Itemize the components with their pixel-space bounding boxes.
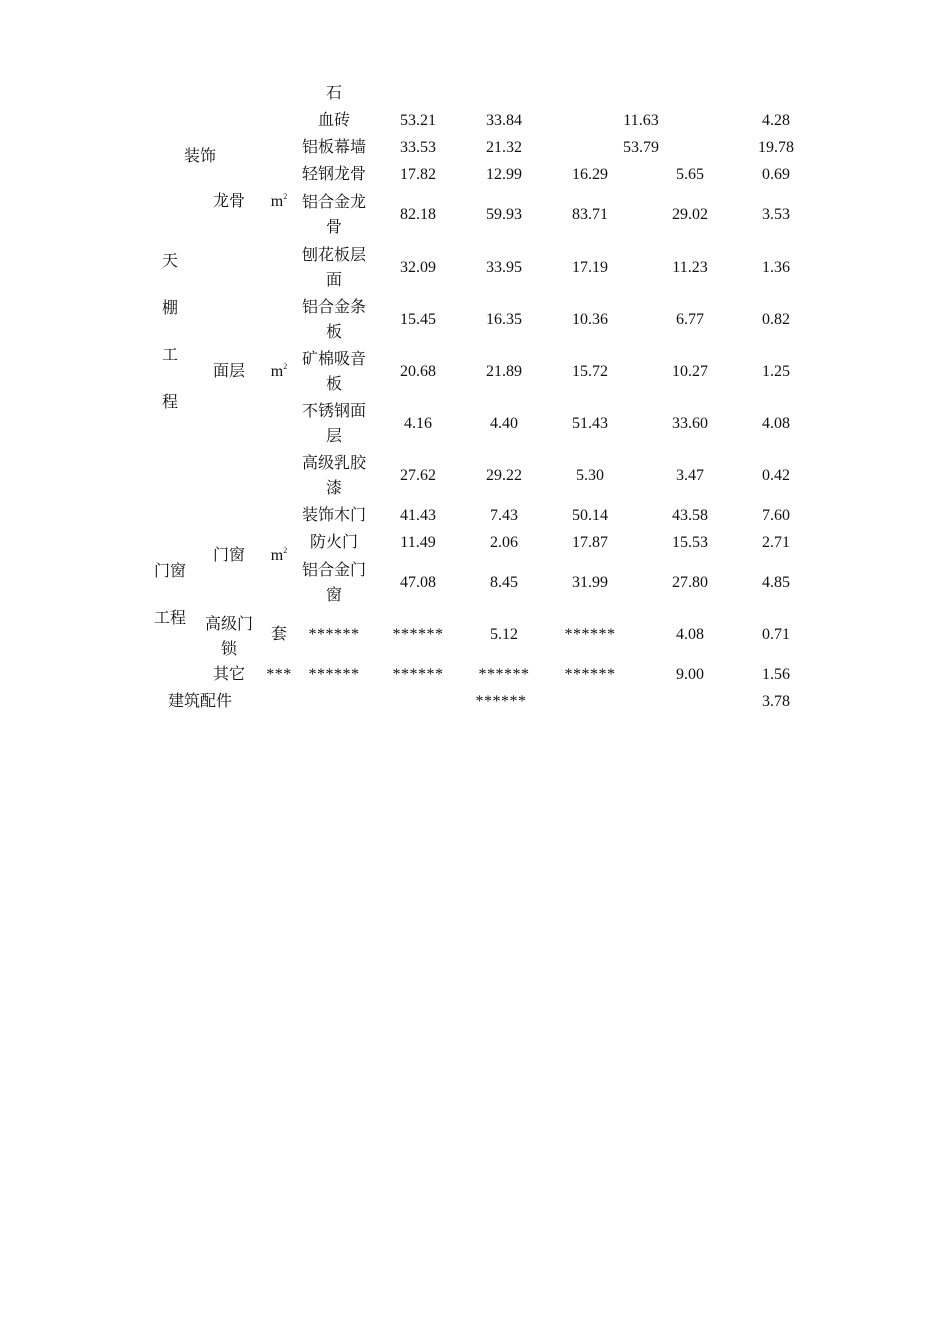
label-zhuangshi: 装饰 [183, 148, 217, 165]
cell-v5: 0.42 [762, 467, 790, 484]
cell-v4: 4.08 [676, 626, 704, 643]
cell-v3b: 11.63 [623, 112, 659, 129]
cell-v2: 59.93 [486, 206, 522, 223]
cell-v3: 15.72 [572, 363, 608, 380]
cell-v2: 5.12 [490, 626, 518, 643]
row-name: 石 [325, 85, 343, 102]
cell-v2: ****** [478, 666, 530, 683]
row-name: 铝合金条板 [301, 299, 366, 341]
label-gong: 工 [161, 347, 179, 364]
label-gaoji-mensuo: 高级门锁 [204, 616, 253, 658]
cell-v5: 0.71 [762, 626, 790, 643]
cell-v3: 31.99 [572, 574, 608, 591]
cell-v2: 21.32 [486, 139, 522, 156]
cell-v1: ****** [392, 626, 444, 643]
cell-v5: 3.53 [762, 206, 790, 223]
cell-v4: 9.00 [676, 666, 704, 683]
label-peng: 棚 [161, 300, 179, 317]
row-name: 防火门 [309, 534, 359, 551]
cell-v3: ****** [564, 666, 616, 683]
cell-v3: 83.71 [572, 206, 608, 223]
row-name: 刨花板层面 [301, 247, 366, 289]
row-name: ****** [308, 666, 360, 683]
cell-v2: 12.99 [486, 166, 522, 183]
cell-v4: 11.23 [672, 259, 708, 276]
unit-stars: *** [266, 666, 292, 683]
label-qita: 其它 [212, 666, 246, 683]
cell-v2: 7.43 [490, 507, 518, 524]
cell-v1: 15.45 [400, 311, 436, 328]
cell-v1: 27.62 [400, 467, 436, 484]
cell-v5: 0.69 [762, 166, 790, 183]
row-name: 矿棉吸音板 [301, 351, 366, 393]
cell-v2: 16.35 [486, 311, 522, 328]
cell-v1: 41.43 [400, 507, 436, 524]
cell-v5: 3.78 [762, 693, 790, 710]
cell-v3b: 53.79 [623, 139, 659, 156]
cell-v5: 4.85 [762, 574, 790, 591]
cell-v4: 27.80 [672, 574, 708, 591]
row-name: 铝合金门窗 [301, 562, 366, 604]
label-tian: 天 [161, 253, 179, 270]
cell-v5: 1.56 [762, 666, 790, 683]
row-name: ****** [308, 626, 360, 643]
cell-v4: 43.58 [672, 507, 708, 524]
label-jianzhu-peijian: 建筑配件 [167, 693, 233, 710]
row-name: 轻钢龙骨 [301, 166, 367, 183]
cell-v4: 10.27 [672, 363, 708, 380]
cell-v3: 51.43 [572, 415, 608, 432]
unit-m2-longgu: $m^2$ [270, 192, 288, 210]
row-name: 铝合金龙骨 [301, 194, 366, 236]
cell-v1: 17.82 [400, 166, 436, 183]
row-name: 高级乳胶漆 [301, 455, 366, 497]
label-menchuang-group: 门窗 [153, 563, 187, 580]
cell-v1: 32.09 [400, 259, 436, 276]
cell-v3: 17.19 [572, 259, 608, 276]
cell-v2: 2.06 [490, 534, 518, 551]
cell-v5: 1.36 [762, 259, 790, 276]
cell-v1: 47.08 [400, 574, 436, 591]
cell-v5: 0.82 [762, 311, 790, 328]
cell-v1: ****** [392, 666, 444, 683]
cell-v1: 20.68 [400, 363, 436, 380]
cell-v5: 4.28 [762, 112, 790, 129]
cell-v2: 21.89 [486, 363, 522, 380]
cell-v3: 16.29 [572, 166, 608, 183]
row-name: 不锈钢面层 [301, 403, 366, 445]
label-mianceng: 面层 [212, 363, 246, 380]
cell-v4: 6.77 [676, 311, 704, 328]
cell-v3: 5.30 [576, 467, 604, 484]
cell-v1: 33.53 [400, 139, 436, 156]
unit-tao: 套 [270, 626, 288, 643]
cell-v2: ****** [475, 693, 527, 710]
cell-v5: 1.25 [762, 363, 790, 380]
cell-v4: 29.02 [672, 206, 708, 223]
row-name: 血砖 [317, 112, 351, 129]
label-cheng: 程 [161, 394, 179, 411]
cell-v3: 50.14 [572, 507, 608, 524]
row-name: 装饰木门 [301, 507, 367, 524]
cell-v3: 10.36 [572, 311, 608, 328]
unit-m2-mianceng: $m^2$ [270, 362, 288, 380]
cell-v4: 3.47 [676, 467, 704, 484]
row-name: 铝板幕墙 [301, 139, 367, 156]
cell-v1: 4.16 [404, 415, 432, 432]
cell-v5: 19.78 [758, 139, 794, 156]
cell-v2: 33.95 [486, 259, 522, 276]
cell-v4: 33.60 [672, 415, 708, 432]
cell-v1: 82.18 [400, 206, 436, 223]
cell-v1: 11.49 [400, 534, 436, 551]
cell-v5: 2.71 [762, 534, 790, 551]
cell-v4: 5.65 [676, 166, 704, 183]
label-gongcheng: 工程 [153, 610, 187, 627]
cell-v3: 17.87 [572, 534, 608, 551]
cell-v2: 8.45 [490, 574, 518, 591]
cell-v4: 15.53 [672, 534, 708, 551]
cell-v3: ****** [564, 626, 616, 643]
cell-v2: 4.40 [490, 415, 518, 432]
unit-m2-menchuang: $m^2$ [270, 546, 288, 564]
cell-v2: 29.22 [486, 467, 522, 484]
cell-v2: 33.84 [486, 112, 522, 129]
cell-v5: 7.60 [762, 507, 790, 524]
cell-v5: 4.08 [762, 415, 790, 432]
cell-v1: 53.21 [400, 112, 436, 129]
label-longgu: 龙骨 [212, 193, 246, 210]
label-menchuang-sub: 门窗 [212, 547, 246, 564]
